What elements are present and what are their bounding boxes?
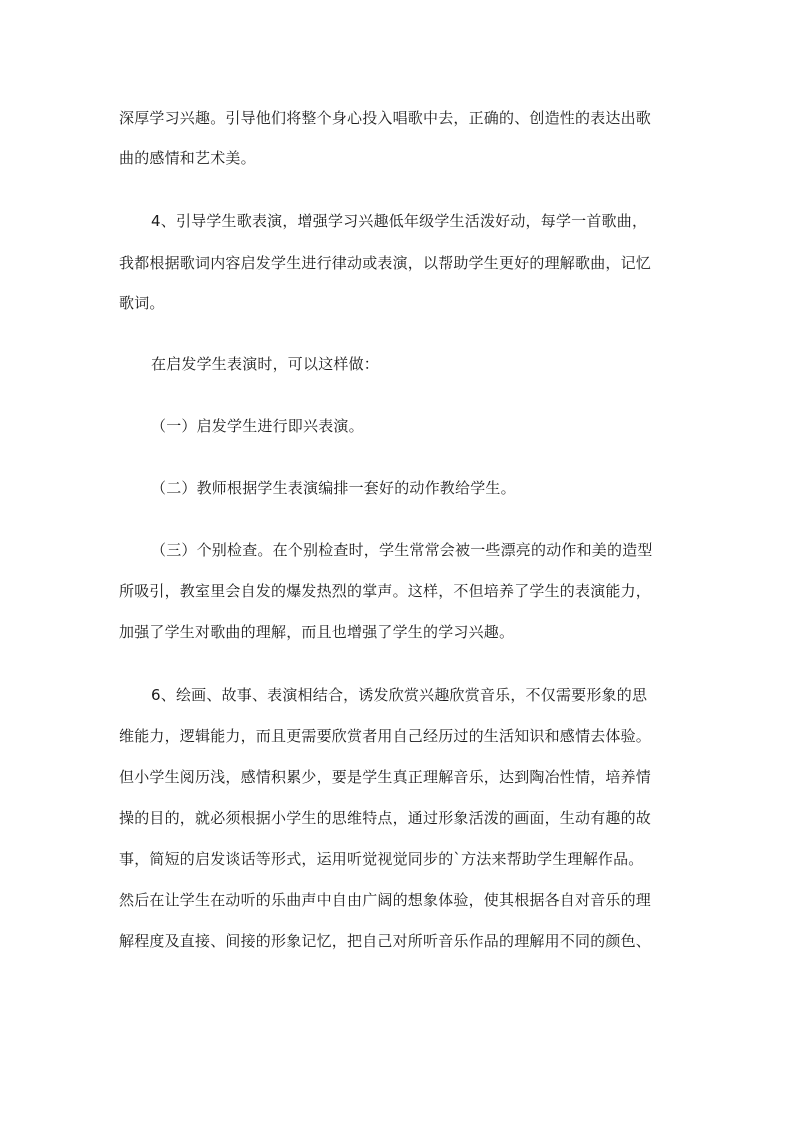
paragraph-line: 加强了学生对歌曲的理解，而且也增强了学生的学习兴趣。 xyxy=(119,623,515,641)
paragraph-line: 解程度及直接、间接的形象记忆，把自己对所听音乐作品的理解用不同的颜色、 xyxy=(119,932,652,950)
paragraph-line: 操的目的，就必须根据小学生的思维特点，通过形象活泼的画面，生动有趣的故 xyxy=(119,809,652,827)
list-item: （三）个别检查。在个别检查时，学生常常会被一些漂亮的动作和美的造型 xyxy=(151,541,653,559)
paragraph-line: 6、绘画、故事、表演相结合，诱发欣赏兴趣欣赏音乐，不仅需要形象的思 xyxy=(151,686,648,704)
paragraph-line: 然后在让学生在动听的乐曲声中自由广阔的想象体验，使其根据各自对音乐的理 xyxy=(119,891,652,909)
paragraph-line: 曲的感情和艺术美。 xyxy=(119,149,256,167)
paragraph-line: 在启发学生表演时，可以这样做： xyxy=(151,355,380,373)
paragraph-line: 4、引导学生歌表演，增强学习兴趣低年级学生活泼好动，每学一首歌曲， xyxy=(151,212,648,230)
paragraph-line: 但小学生阅历浅，感情积累少，要是学生真正理解音乐，达到陶冶性情，培养情 xyxy=(119,768,652,786)
list-item: （二）教师根据学生表演编排一套好的动作教给学生。 xyxy=(151,479,516,497)
paragraph-line: 深厚学习兴趣。引导他们将整个身心投入唱歌中去，正确的、创造性的表达出歌 xyxy=(119,109,652,127)
list-item: （一）启发学生进行即兴表演。 xyxy=(151,417,364,435)
paragraph-line: 所吸引，教室里会自发的爆发热烈的掌声。这样，不但培养了学生的表演能力， xyxy=(119,582,652,600)
paragraph-line: 维能力，逻辑能力，而且更需要欣赏者用自己经历过的生活知识和感情去体验。 xyxy=(119,727,652,745)
paragraph-line: 歌词。 xyxy=(119,294,165,312)
paragraph-line: 我都根据歌词内容启发学生进行律动或表演，以帮助学生更好的理解歌曲，记忆 xyxy=(119,254,652,272)
paragraph-line: 事，简短的启发谈话等形式，运用听觉视觉同步的`方法来帮助学生理解作品。 xyxy=(119,850,644,868)
